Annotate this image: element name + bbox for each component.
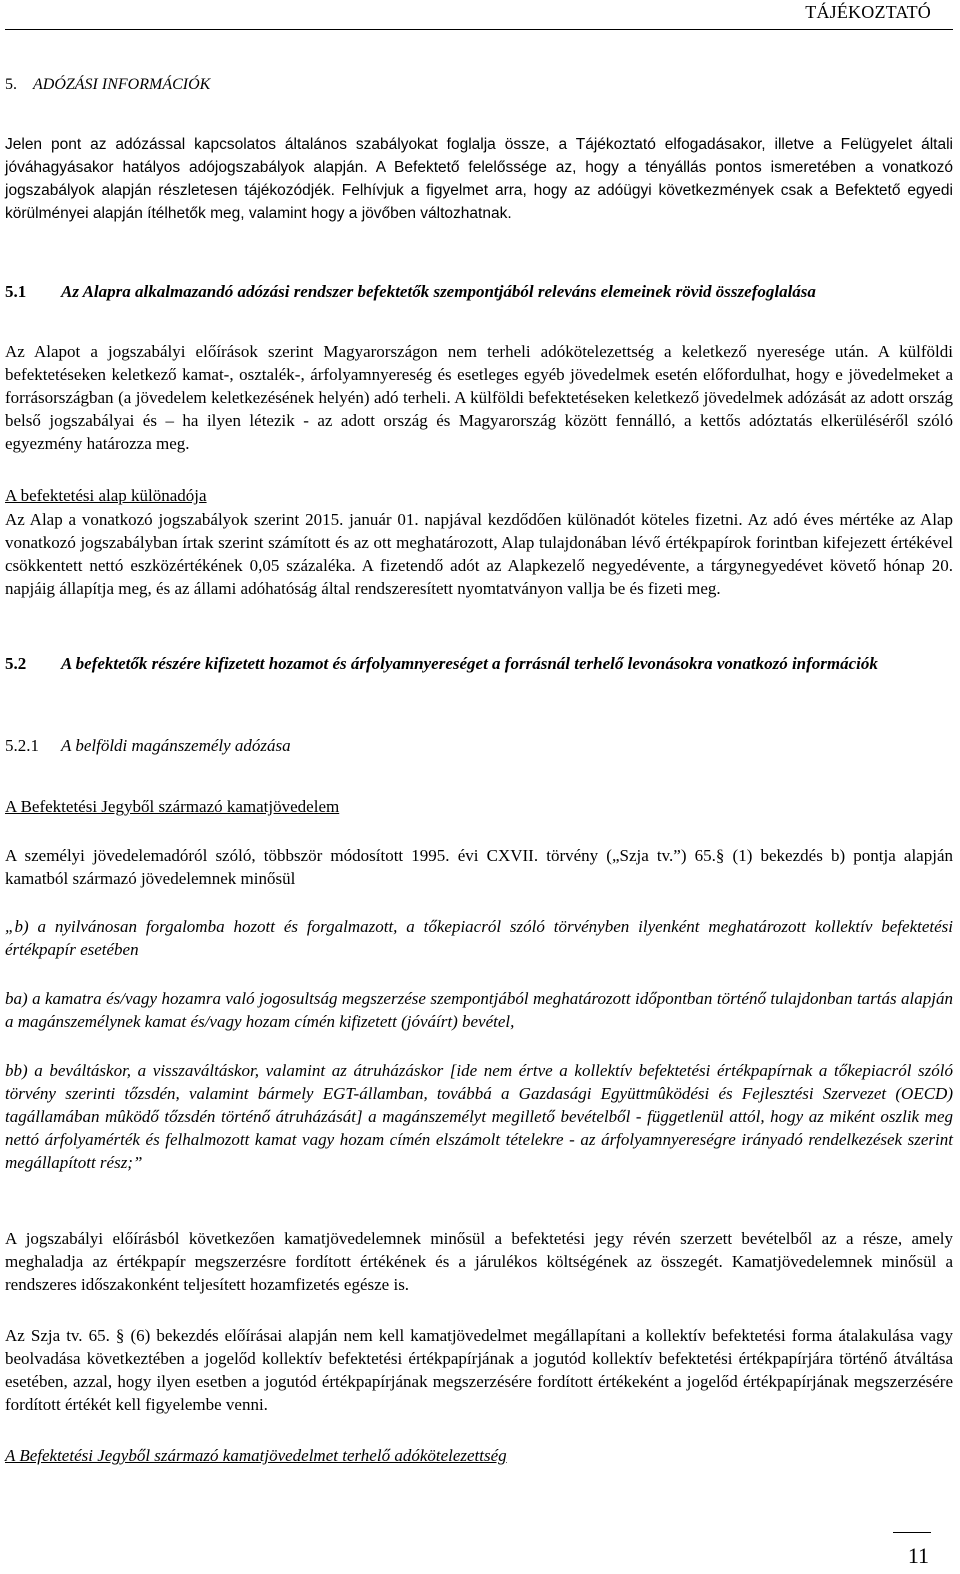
interest-income-heading: A Befektetési Jegyből származó kamatjövedelem [5, 797, 340, 816]
special-tax-body: Az Alap a vonatkozó jogszabályok szerint 2015. január 01. napjával kezdődően különadót köteles fizetni. Az adó éves mértéke az Alap vonatkozó jogszabályban írtak szerint számított és az ott meghatározott, Alap tulajdonában lévő értékpapírok forintban kifejezett értékével csökkentett nettó eszközértékének 0,05 százaléka. A fizetendő adót az Alapkezelő negyedévente, a tárgynegyedévet követő hónap 20. napjáig állapítja meg, és az állami adóhatóság által rendszeresített nyomtatványon vallja be és fizeti meg. [5, 510, 953, 598]
document-page [5, 0, 953, 1574]
section-5-2-1-heading [5, 734, 953, 757]
header-rule [5, 29, 953, 30]
section-title: ADÓZÁSI INFORMÁCIÓK [33, 76, 211, 93]
page-number: 11 [907, 1543, 929, 1568]
running-header: TÁJÉKOZTATÓ [805, 2, 931, 22]
special-tax-heading: A befektetési alap különadója [5, 486, 207, 505]
section-number: 5. [5, 76, 17, 93]
section-5-2-heading [5, 652, 953, 675]
footer-rule [893, 1532, 931, 1533]
section-5-heading [5, 76, 210, 94]
section-5-2-number: 5.2 [5, 654, 27, 673]
section-5-2-1-number: 5.2.1 [5, 736, 39, 755]
section-5-1-heading [5, 280, 953, 303]
quote-bb: bb) a beváltáskor, a visszaváltáskor, valamint az átruházáskor [ide nem értve a kollektív befektetési értékpapírnak a tőkepiacról szóló törvény szerinti tőzsdén, valamint bármely EGT-államban, továbbá a Gazdasági Együttmûködési és Fejlesztési Szervezet (OECD) tagállamában mûködő tőzsdén történő átruházását] a magánszemélyt megillető bevételből - függetlenül attól, hogy az miként oszlik meg nettó árfolyamérték és felhalmozott kamat vagy hozam címén elszámolt tételekre - az árfolyamnyereségre irányadó rendelkezések szerint megállapított rész;” [5, 1061, 953, 1172]
section-5-1-number: 5.1 [5, 282, 27, 301]
section-5-1-title: Az Alapra alkalmazandó adózási rendszer befektetők szempontjából releváns elemeinek rövid összefoglalása [61, 282, 816, 301]
quote-ba: ba) a kamatra és/vagy hozamra való jogosultság megszerzése szempontjából meghatározott időpontban történő tulajdonban tartás alapján a magánszemélynek kamat és/vagy hozam címén kifizetett (jóváírt) bevétel, [5, 989, 953, 1031]
intro-sentence-2: A Befektető felelőssége az, hogy a tényállás pontos ismeretében a vonatkozó jogszabályok alapján részletesen tájékozódjék. Felhívjuk a figyelmet arra, hogy az adóügyi következmények csak a Befektető egyedi körülményei alapján ítélhetők meg, valamint hogy a jövőben változhatnak. [5, 159, 953, 222]
section-5-1-body: Az Alapot a jogszabályi előírások szerint Magyarországon nem terheli adókötelezettség a keletkező nyeresége után. A külföldi befektetéseken keletkező kamat-, osztalék-, árfolyamnyereség és esetleges egyéb jövedelmek esetén előfordulhat, hogy e jövedelmeket a forrásországban (a jövedelem keletkezésének helyén) adó terheli. A külföldi befektetéseken keletkező jövedelmek adózását az adott ország belső jogszabályai és – ha ilyen létezik - az adott ország és Magyarország között fennálló, a kettős adóztatás elkerüléséről szóló egyezmény határozza meg. [5, 342, 953, 453]
quote-b: „b) a nyilvánosan forgalomba hozott és forgalmazott, a tőkepiacról szóló törvényben ilyenként meghatározott kollektív befektetési értékpapír esetében [5, 917, 953, 959]
intro-sentence-1: Jelen pont az adózással kapcsolatos általános szabályokat foglalja össze, a Tájékoztató elfogadásakor, illetve a Felügyelet általi jóváhagyásakor hatályos adójogszabályok alapján. [5, 136, 953, 176]
interest-income-paragraph-2: A jogszabályi előírásból következően kamatjövedelemnek minősül a befektetési jegy révén szerzett bevételből az a része, amely meghaladja az értékpapír megszerzésre fordított értékének és a járulékos költségének az összegét. Kamatjövedelemnek minősül a rendszeres időszakonként teljesített hozamfizetés egésze is. [5, 1229, 953, 1294]
intro-paragraph [5, 133, 953, 225]
interest-tax-heading: A Befektetési Jegyből származó kamatjövedelmet terhelő adókötelezettség [5, 1446, 507, 1465]
interest-income-intro: A személyi jövedelemadóról szóló, többször módosított 1995. évi CXVII. törvény („Szja tv.”) 65.§ (1) bekezdés b) pontja alapján kamatból származó jövedelemnek minősül [5, 846, 953, 888]
section-5-2-title: A befektetők részére kifizetett hozamot és árfolyamnyereséget a forrásnál terhelő levonásokra vonatkozó információk [61, 654, 878, 673]
section-5-2-1-title: A belföldi magánszemély adózása [61, 736, 291, 755]
interest-income-paragraph-3: Az Szja tv. 65. § (6) bekezdés előírásai alapján nem kell kamatjövedelmet megállapítani a kollektív befektetési forma átalakulása vagy beolvadása következtében a jogelőd kollektív befektetési értékpapírjának a jogutód kollektív befektetési értékpapírjára történő átváltása esetében, azzal, hogy ilyen esetben a jogutód értékpapírjának megszerzésére fordított értékeként a jogelőd értékpapírjának megszerzésére fordított értékét kell figyelembe venni. [5, 1326, 953, 1414]
